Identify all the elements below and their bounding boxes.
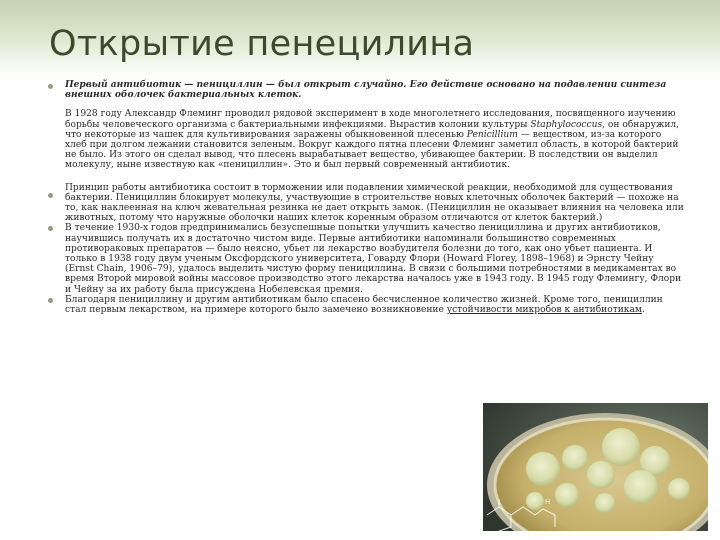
bullet-dot-icon [48, 226, 53, 231]
history-term-penicillium: Penicillium [466, 129, 518, 140]
bullet-lead [48, 80, 684, 100]
history-term-staphylococcus: Staphylococcus [530, 119, 603, 130]
petri-dish-illustration [483, 403, 708, 531]
legacy-text-b: . [641, 305, 645, 316]
slide-content [48, 80, 684, 315]
mechanism-paragraph: Принцип работы антибиотика состоит в торможении или подавлении химической реакции, необходимой для существования бактерии. Пенициллин блокирует молекулы, участвующие в строительстве новых клеточных оболочек бактерий — похоже на то, как наклеенная на ключ жевательная резинка не дает открыть замок. (Пенициллин не оказывает влияния на человека или животных, потому что наружные оболочки наших клеток коренным образом отличаются от клеток бактерий.) [65, 182, 684, 224]
history-paragraph [65, 109, 684, 170]
bullet-legacy [48, 295, 684, 315]
slide-title: Открытие пенецилина [49, 24, 475, 64]
lead-text: Первый антибиотик — пенициллин — был открыт случайно. Его действие основано на подавлении синтеза внешних оболочек бактериальных клеток. [65, 79, 667, 101]
bullet-history [48, 109, 684, 223]
bullet-dot-icon [48, 84, 53, 89]
bullet-dot-icon [48, 193, 53, 198]
legacy-text-a: Благодаря пенициллину и другим антибиотикам было спасено бесчисленное количество жизней. Кроме того, пенициллин стал первым лекарством, на примере которого было замечено возникновение [65, 294, 663, 316]
history-text-a: В 1928 году Александр Флеминг проводил рядовой эксперимент в ходе многолетнего исследования, посвященного изучению борьбы человеческого организма с бактериальными инфекциями. Вырастив колонии культуры [65, 109, 676, 130]
formula-label: H [545, 498, 551, 506]
legacy-link-resistance: устойчивости микробов к антибиотикам [446, 305, 642, 316]
history-text-c: — веществом, из-за которого хлеб при долгом лежании становится зеленым. Вокруг каждого пятна плесени Флеминг заметил область, в которой бактерий не было. Из этого он сделал вывод, что плесень вырабатывает вещество, убивающее бактерии. В последствии он выделил молекулу, ныне известную как «пенициллин». Это и был первый современный антибиотик. [65, 129, 679, 171]
mass-production-text: В течение 1930-х годов предпринимались безуспешные попытки улучшить качество пенициллина и других антибиотиков, научившись получать их в достаточно чистом виде. Первые антибиотики напоминали большинство современных противораковых препаратов — было неясно, убьет ли лекарство возбудителя болезни до того, как оно убьет пациента. И только в 1938 году двум ученым Оксфордского университета, Говарду Флори (Howard Florey, 1898–1968) и Эрнсту Чейну (Ernst Chain, 1906–79), удалось выделить чистую форму пенициллина. В связи с большими потребностями в медикаментах во время Второй мировой войны массовое производство этого лекарства началось уже в 1943 году. В 1945 году Флемингу, Флори и Чейну за их работу была присуждена Нобелевская премия. [65, 223, 682, 295]
bullet-dot-icon [48, 298, 53, 303]
bullet-list [48, 80, 684, 315]
petri-dish-photo [483, 403, 708, 531]
history-text-b: , он обнаружил, что некоторые из чашек для культивирования заражены обыкновенной плесенью [65, 119, 680, 140]
bullet-mass-production [48, 223, 684, 294]
